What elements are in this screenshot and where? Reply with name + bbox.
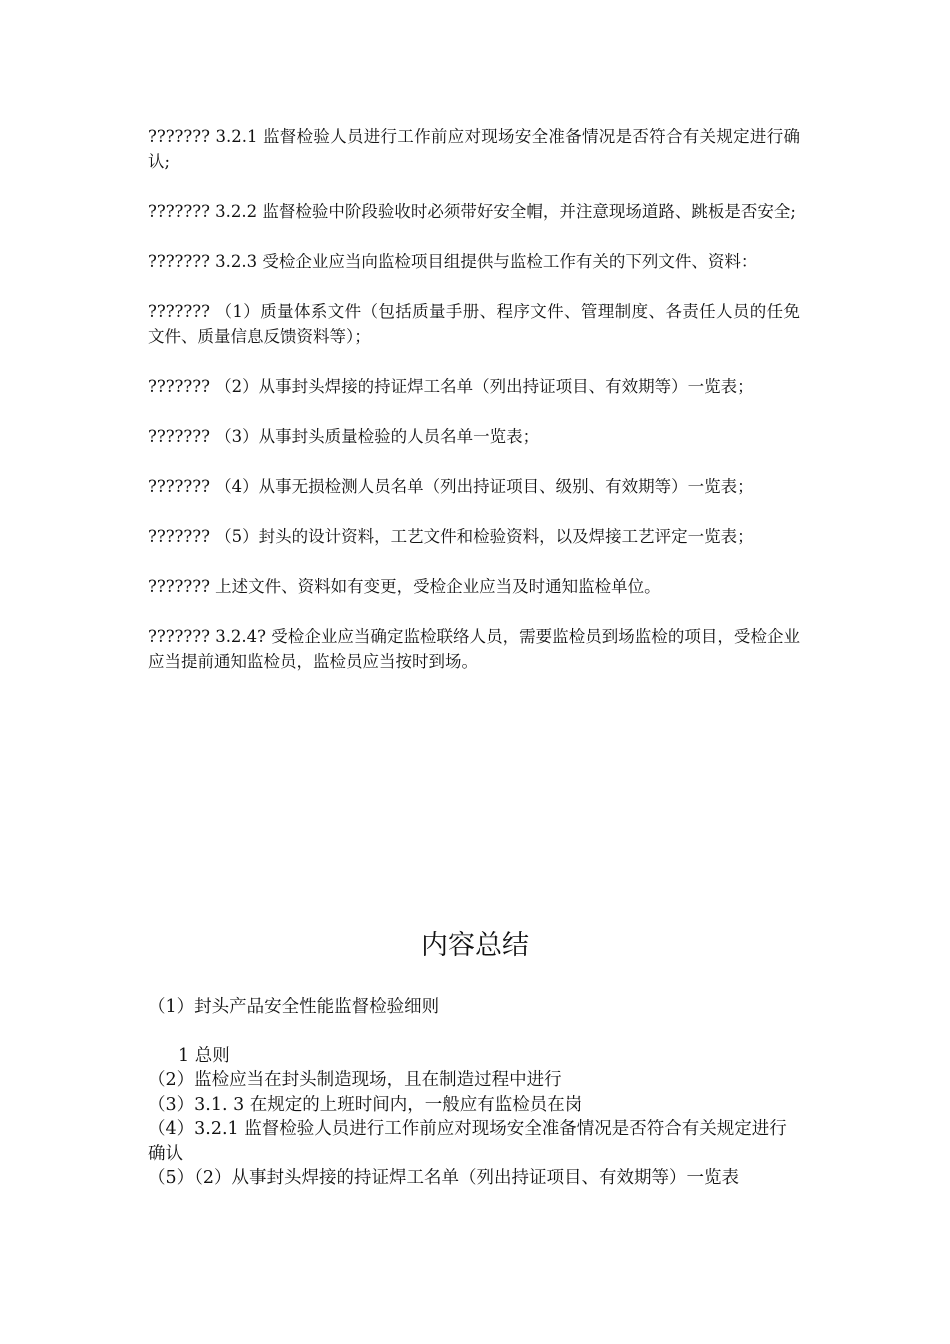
summary-item-2: （2）监检应当在封头制造现场，且在制造过程中进行 [148,1070,562,1090]
paragraph-item-2: ??????? （2）从事封头焊接的持证焊工名单（列出持证项目、有效期等）一览表； [148,377,754,396]
paragraph-change-notice: ??????? 上述文件、资料如有变更，受检企业应当及时通知监检单位。 [148,577,661,596]
summary-item-general: 1 总则 [178,1045,230,1066]
summary-item-4: （4）3.2.1 监督检验人员进行工作前应对现场安全准备情况是否符合有关规定进行确认 [148,1119,787,1164]
paragraph-item-3: ??????? （3）从事封头质量检验的人员名单一览表； [148,427,540,446]
summary-item-5: （5）（2）从事封头焊接的持证焊工名单（列出持证项目、有效期等）一览表 [148,1168,740,1188]
paragraph-item-5: ??????? （5）封头的设计资料，工艺文件和检验资料，以及焊接工艺评定一览表； [148,527,754,546]
summary-item-first: （1）封头产品安全性能监督检验细则 [148,997,440,1017]
paragraph-3-2-3: ??????? 3.2.3 受检企业应当向监检项目组提供与监检工作有关的下列文件、资料： [148,252,758,271]
paragraph-3-2-2: ??????? 3.2.2 监督检验中阶段验收时必须带好安全帽，并注意现场道路、跳板是否安全; [148,202,796,221]
summary-section [148,995,800,1191]
body-text [148,124,800,699]
paragraph-item-4: ??????? （4）从事无损检测人员名单（列出持证项目、级别、有效期等）一览表； [148,477,754,496]
paragraph-3-2-1: ??????? 3.2.1 监督检验人员进行工作前应对现场安全准备情况是否符合有关规定进行确认; [148,127,800,171]
summary-item-3: （3）3.1. 3 在规定的上班时间内，一般应有监检员在岗 [148,1094,583,1115]
paragraph-item-1: ??????? （1）质量体系文件（包括质量手册、程序文件、管理制度、各责任人员的任免文件、质量信息反馈资料等）； [148,302,800,346]
summary-title: 内容总结 [421,930,529,961]
paragraph-3-2-4: ??????? 3.2.4? 受检企业应当确定监检联络人员，需要监检员到场监检的项目，受检企业应当提前通知监检员，监检员应当按时到场。 [148,627,800,671]
